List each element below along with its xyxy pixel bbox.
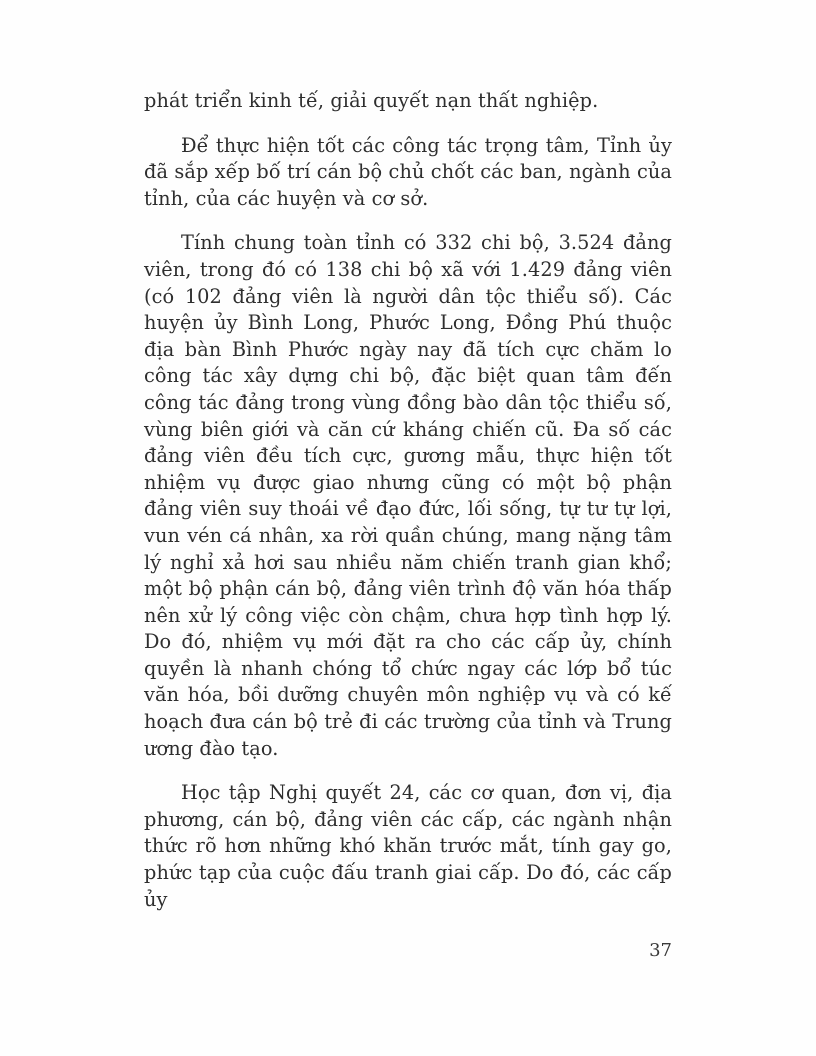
paragraph-resolution-24: Học tập Nghị quyết 24, các cơ quan, đơn vị, địa phương, cán bộ, đảng viên các cấp, các ngành nhận thức rõ hơn những khó khăn trước mắt, tính gay go, phức tạp của cuộc đấu tranh giai cấp. Do đó, các cấp ủy <box>144 781 672 911</box>
paragraph-party-statistics: Tính chung toàn tỉnh có 332 chi bộ, 3.524 đảng viên, trong đó có 138 chi bộ xã với 1.429 đảng viên (có 102 đảng viên là người dân tộc thiểu số). Các huyện ủy Bình Long, Phước Long, Đồng Phú thuộc địa bàn Bình Phước ngày nay đã tích cực chăm lo công tác xây dựng chi bộ, đặc biệt quan tâm đến công tác đảng trong vùng đồng bào dân tộc thiểu số, vùng biên giới và căn cứ kháng chiến cũ. Đa số các đảng viên đều tích cực, gương mẫu, thực hiện tốt nhiệm vụ được giao nhưng cũng có một bộ phận đảng viên suy thoái về đạo đức, lối sống, tự tư tự lợi, vun vén cá nhân, xa rời quần chúng, mang nặng tâm lý nghỉ xả hơi sau nhiều năm chiến tranh gian khổ; một bộ phận cán bộ, đảng viên trình độ văn hóa thấp nên xử lý công việc còn chậm, chưa hợp tình hợp lý. Do đó, nhiệm vụ mới đặt ra cho các cấp ủy, chính quyền là nhanh chóng tổ chức ngay các lớp bổ túc văn hóa, bồi dưỡng chuyên môn nghiệp vụ và có kế hoạch đưa cán bộ trẻ đi các trường của tỉnh và Trung ương đào tạo. <box>144 231 672 760</box>
page-number: 37 <box>649 940 672 961</box>
body-text <box>144 88 672 913</box>
paragraph-continuation: phát triển kinh tế, giải quyết nạn thất nghiệp. <box>144 89 599 112</box>
paragraph-cadre-arrangement: Để thực hiện tốt các công tác trọng tâm, Tỉnh ủy đã sắp xếp bố trí cán bộ chủ chốt các ban, ngành của tỉnh, của các huyện và cơ sở. <box>144 133 672 210</box>
